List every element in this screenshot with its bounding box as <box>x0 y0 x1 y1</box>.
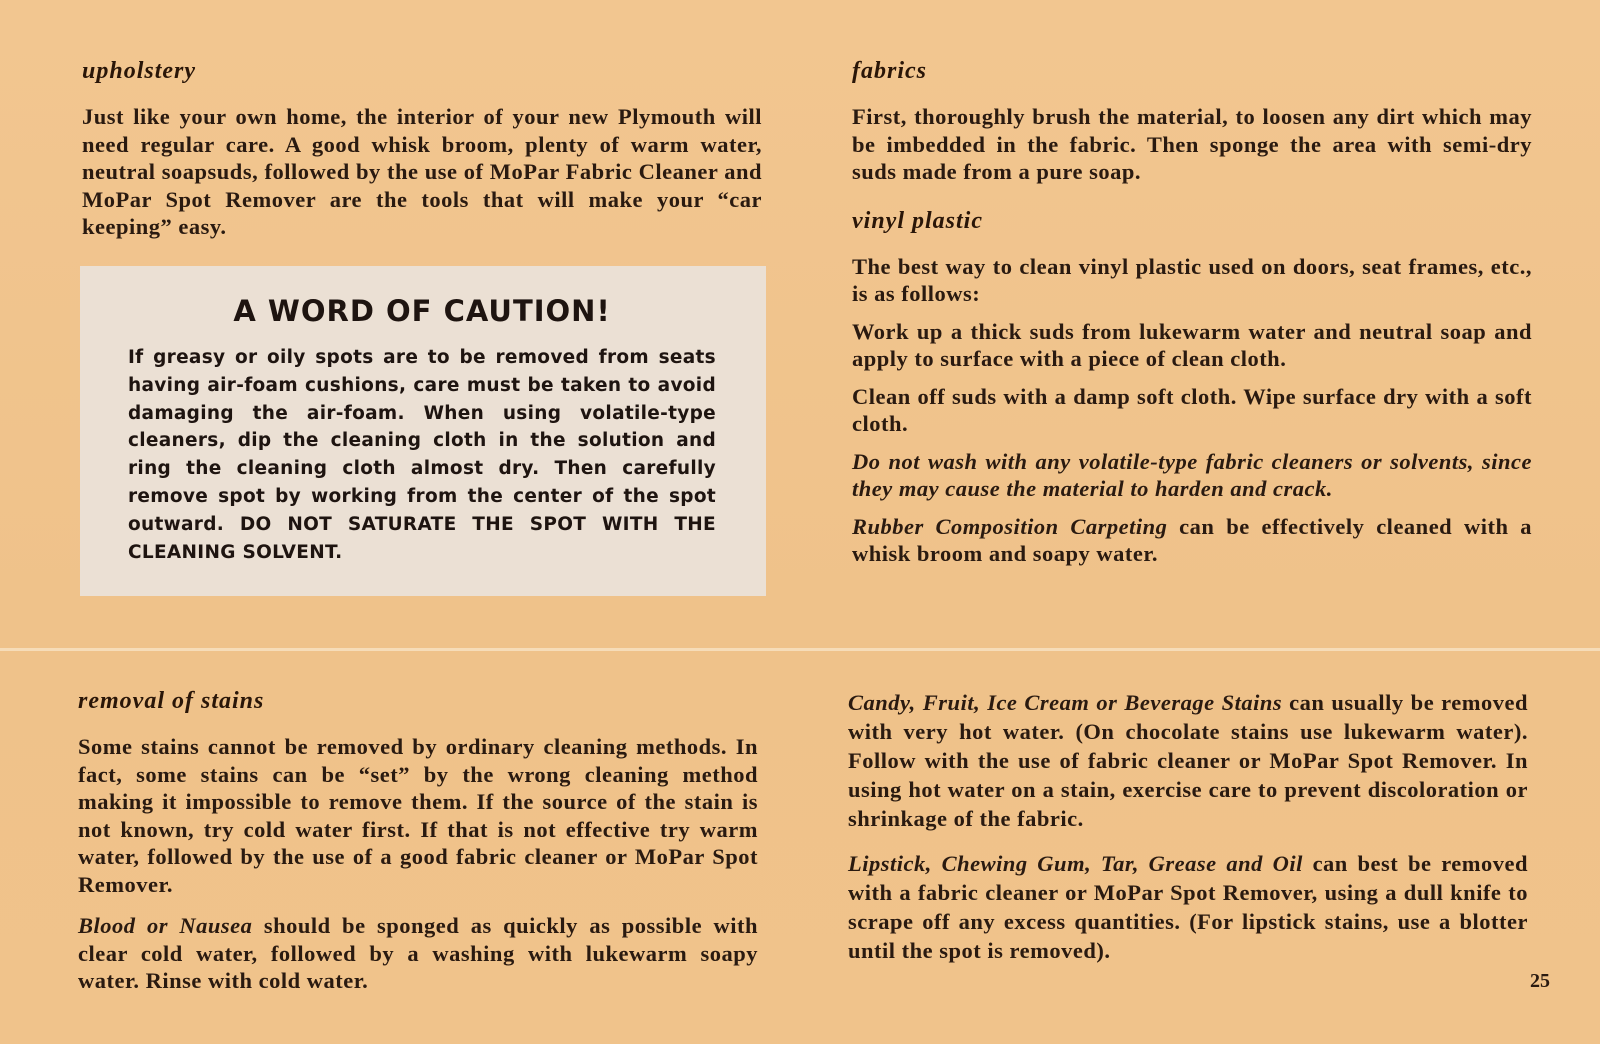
upholstery-text: Just like your own home, the interior of your new Plymouth will need regular care. A good whisk broom, plenty of warm water, neutral soapsuds, followed by the use of MoPar Fabric Cleaner and MoPar Spot Remover are the tools that will make your “car keeping” easy. <box>82 104 762 239</box>
fabrics-heading: fabrics <box>852 58 927 84</box>
carpeting-term: Rubber Composition Carpeting <box>852 513 1168 539</box>
lipstick-paragraph <box>848 849 1528 965</box>
vinyl-heading: vinyl plastic <box>852 207 983 234</box>
vinyl-p1: The best way to clean vinyl plastic used on doors, seat frames, etc., is as follows: <box>852 253 1532 306</box>
stains-section <box>78 688 758 1005</box>
upholstery-heading: upholstery <box>82 58 197 84</box>
fabrics-text: First, thoroughly brush the material, to loosen any dirt which may be imbedded in the fabric. Then sponge the area with semi-dry suds made from a pure soap. <box>852 104 1532 184</box>
blood-term: Blood or Nausea <box>78 913 253 938</box>
vinyl-p3: Clean off suds with a damp soft cloth. Wipe surface dry with a soft cloth. <box>852 383 1532 436</box>
vinyl-p4 <box>852 448 1532 503</box>
vinyl-p2: Work up a thick suds from lukewarm water and neutral soap and apply to surface with a piece of clean cloth. <box>852 318 1532 371</box>
stains-p2 <box>78 912 758 995</box>
candy-text: can usually be removed with very hot water. (On chocolate stains use lukewarm water). Follow with the use of fabric cleaner or MoPar Spot Remover. In using hot water on a stain, exercise care to prevent discoloration or shrinkage of the fabric. <box>848 690 1528 831</box>
caution-box <box>80 266 766 596</box>
carpeting-text: can be effectively cleaned with a whisk broom and soapy water. <box>852 513 1533 566</box>
page-number: 25 <box>1530 970 1550 992</box>
stains-right-section <box>848 688 1528 975</box>
fold-divider <box>0 648 1600 651</box>
candy-term: Candy, Fruit, Ice Cream or Beverage Stains <box>848 690 1283 715</box>
caution-text: If greasy or oily spots are to be removed from seats having air-foam cushions, care must be taken to avoid damaging the air-foam. When using volatile-type cleaners, dip the cleaning cloth in the solution and ring the cleaning cloth almost dry. Then carefully remove spot by working from the center of the spot outward. DO NOT SATURATE THE SPOT WITH THE CLEANING SOLVENT. <box>128 347 716 563</box>
lipstick-term: Lipstick, Chewing Gum, Tar, Grease and Oil <box>848 851 1303 876</box>
caution-title: A WORD OF CAUTION! <box>233 294 611 328</box>
blood-text: should be sponged as quickly as possible with clear cold water, followed by a washing with lukewarm soapy water. Rinse with cold water. <box>78 913 758 993</box>
stains-p1: Some stains cannot be removed by ordinary cleaning methods. In fact, some stains can be “set” by the wrong cleaning method making it impossible to remove them. If the source of the stain is not known, try cold water first. If that is not effective try warm water, followed by the use of a good fabric cleaner or MoPar Spot Remover. <box>78 734 758 897</box>
upholstery-section <box>82 58 762 251</box>
candy-paragraph <box>848 688 1528 833</box>
lipstick-text: can best be removed with a fabric cleaner or MoPar Spot Remover, using a dull knife to scrape off any excess quantities. (For lipstick stains, use a blotter until the spot is removed). <box>848 851 1528 963</box>
vinyl-p5 <box>852 513 1532 568</box>
vinyl-warning: Do not wash with any volatile-type fabric cleaners or solvents, since they may cause the material to harden and crack. <box>852 448 1532 501</box>
fabrics-section <box>852 58 1532 578</box>
stains-heading: removal of stains <box>78 688 265 714</box>
